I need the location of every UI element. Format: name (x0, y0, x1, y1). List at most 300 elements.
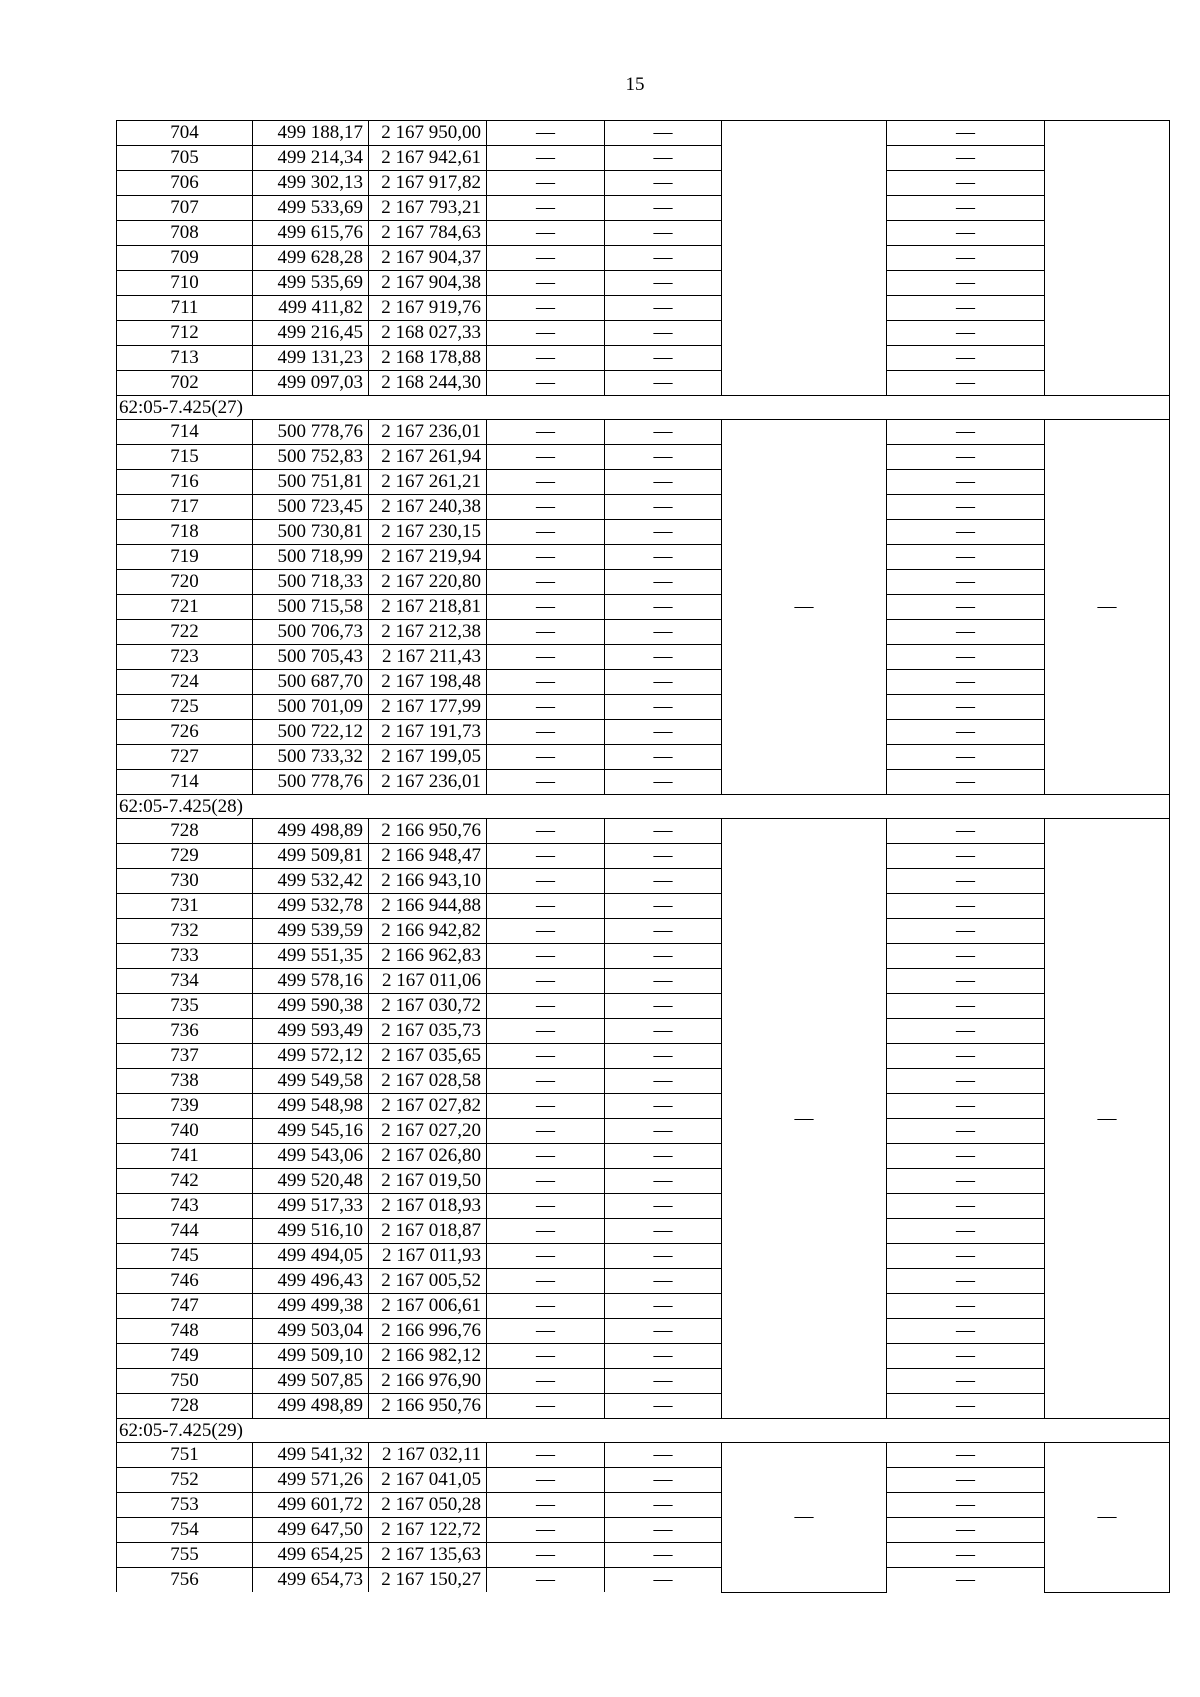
coordinate-x: 500 706,73 (253, 620, 369, 645)
dash-cell: — (887, 1568, 1045, 1593)
coordinate-x: 500 687,70 (253, 670, 369, 695)
table-row (117, 1443, 1170, 1468)
point-number: 714 (117, 420, 253, 445)
dash-cell: — (605, 470, 722, 495)
coordinate-y: 2 167 191,73 (369, 720, 487, 745)
point-number: 725 (117, 695, 253, 720)
dash-cell: — (605, 595, 722, 620)
coordinate-x: 499 571,26 (253, 1468, 369, 1493)
dash-cell: — (487, 221, 605, 246)
dash-cell: — (887, 520, 1045, 545)
table-row (117, 969, 1170, 994)
coordinate-y: 2 167 035,65 (369, 1044, 487, 1069)
dash-cell: — (887, 121, 1045, 146)
point-number: 728 (117, 819, 253, 844)
dash-cell: — (605, 196, 722, 221)
table-row (117, 819, 1170, 844)
point-number: 713 (117, 346, 253, 371)
dash-cell: — (887, 1543, 1045, 1568)
dash-cell: — (487, 371, 605, 396)
dash-cell: — (887, 1194, 1045, 1219)
point-number: 709 (117, 246, 253, 271)
dash-cell: — (605, 495, 722, 520)
coordinate-x: 499 503,04 (253, 1319, 369, 1344)
point-number: 729 (117, 844, 253, 869)
coordinate-x: 499 572,12 (253, 1044, 369, 1069)
dash-cell: — (487, 1493, 605, 1518)
table-row (117, 445, 1170, 470)
point-number: 733 (117, 944, 253, 969)
coordinate-y: 2 167 919,76 (369, 296, 487, 321)
dash-cell: — (487, 321, 605, 346)
table-row (117, 1044, 1170, 1069)
dash-cell: — (605, 645, 722, 670)
table-row (117, 894, 1170, 919)
dash-cell: — (487, 1244, 605, 1269)
table-row (117, 1094, 1170, 1119)
table-row (117, 1244, 1170, 1269)
dash-cell: — (487, 969, 605, 994)
point-number: 723 (117, 645, 253, 670)
table-row (117, 670, 1170, 695)
point-number: 719 (117, 545, 253, 570)
coordinate-y: 2 167 135,63 (369, 1543, 487, 1568)
point-number: 746 (117, 1269, 253, 1294)
coordinate-y: 2 167 198,48 (369, 670, 487, 695)
table-row (117, 844, 1170, 869)
dash-cell: — (605, 1069, 722, 1094)
coordinate-x: 499 545,16 (253, 1119, 369, 1144)
dash-cell: — (487, 1069, 605, 1094)
coordinate-y: 2 167 199,05 (369, 745, 487, 770)
coordinate-y: 2 167 026,80 (369, 1144, 487, 1169)
coordinate-x: 499 654,25 (253, 1543, 369, 1568)
coordinate-x: 499 647,50 (253, 1518, 369, 1543)
dash-cell: — (487, 1019, 605, 1044)
dash-cell: — (887, 1294, 1045, 1319)
table-row (117, 495, 1170, 520)
coordinate-x: 500 723,45 (253, 495, 369, 520)
dash-cell: — (487, 645, 605, 670)
point-number: 705 (117, 146, 253, 171)
coordinate-x: 500 730,81 (253, 520, 369, 545)
dash-cell: — (487, 520, 605, 545)
dash-cell: — (605, 695, 722, 720)
point-number: 752 (117, 1468, 253, 1493)
dash-cell: — (605, 894, 722, 919)
table-row (117, 246, 1170, 271)
point-number: 736 (117, 1019, 253, 1044)
coordinate-y: 2 167 150,27 (369, 1568, 487, 1593)
dash-cell: — (605, 1319, 722, 1344)
dash-cell: — (487, 246, 605, 271)
dash-cell: — (887, 1518, 1045, 1543)
dash-cell: — (605, 1369, 722, 1394)
table-row (117, 770, 1170, 795)
table-row (117, 1344, 1170, 1369)
merged-dash-cell: — (1045, 420, 1170, 795)
dash-cell: — (605, 994, 722, 1019)
table-row (117, 994, 1170, 1019)
point-number: 714 (117, 770, 253, 795)
dash-cell: — (487, 1094, 605, 1119)
point-number: 750 (117, 1369, 253, 1394)
dash-cell: — (605, 146, 722, 171)
table-row (117, 1394, 1170, 1419)
table-row (117, 221, 1170, 246)
dash-cell: — (487, 720, 605, 745)
coordinate-y: 2 167 219,94 (369, 545, 487, 570)
point-number: 707 (117, 196, 253, 221)
dash-cell: — (487, 495, 605, 520)
point-number: 717 (117, 495, 253, 520)
coordinate-x: 499 578,16 (253, 969, 369, 994)
coordinate-y: 2 167 041,05 (369, 1468, 487, 1493)
dash-cell: — (887, 545, 1045, 570)
dash-cell: — (605, 1568, 722, 1593)
coordinate-x: 499 593,49 (253, 1019, 369, 1044)
dash-cell: — (887, 1269, 1045, 1294)
dash-cell: — (887, 1044, 1045, 1069)
dash-cell: — (605, 445, 722, 470)
dash-cell: — (487, 869, 605, 894)
coordinates-table (116, 120, 1170, 1593)
dash-cell: — (487, 545, 605, 570)
coordinate-x: 500 751,81 (253, 470, 369, 495)
dash-cell: — (605, 944, 722, 969)
dash-cell: — (887, 570, 1045, 595)
point-number: 718 (117, 520, 253, 545)
table-row (117, 919, 1170, 944)
point-number: 754 (117, 1518, 253, 1543)
dash-cell: — (605, 1019, 722, 1044)
coordinate-y: 2 167 240,38 (369, 495, 487, 520)
coordinate-x: 499 541,32 (253, 1443, 369, 1468)
coordinate-x: 499 499,38 (253, 1294, 369, 1319)
coordinate-x: 499 498,89 (253, 819, 369, 844)
point-number: 751 (117, 1443, 253, 1468)
table-row (117, 1119, 1170, 1144)
dash-cell: — (605, 919, 722, 944)
coordinate-x: 499 509,10 (253, 1344, 369, 1369)
coordinate-y: 2 167 018,87 (369, 1219, 487, 1244)
point-number: 724 (117, 670, 253, 695)
table-row (117, 1493, 1170, 1518)
dash-cell: — (487, 919, 605, 944)
coordinate-x: 500 715,58 (253, 595, 369, 620)
dash-cell: — (887, 994, 1045, 1019)
point-number: 715 (117, 445, 253, 470)
coordinate-y: 2 167 018,93 (369, 1194, 487, 1219)
dash-cell: — (605, 1219, 722, 1244)
dash-cell: — (887, 271, 1045, 296)
coordinate-y: 2 167 218,81 (369, 595, 487, 620)
coordinate-x: 499 532,78 (253, 894, 369, 919)
dash-cell: — (887, 645, 1045, 670)
coordinate-y: 2 167 917,82 (369, 171, 487, 196)
coordinate-x: 500 718,99 (253, 545, 369, 570)
dash-cell: — (487, 745, 605, 770)
coordinate-y: 2 166 948,47 (369, 844, 487, 869)
dash-cell: — (887, 196, 1045, 221)
coordinate-y: 2 167 261,94 (369, 445, 487, 470)
point-number: 706 (117, 171, 253, 196)
point-number: 737 (117, 1044, 253, 1069)
dash-cell: — (605, 271, 722, 296)
dash-cell: — (605, 346, 722, 371)
dash-cell: — (487, 819, 605, 844)
coordinate-x: 499 097,03 (253, 371, 369, 396)
dash-cell: — (487, 595, 605, 620)
dash-cell: — (487, 470, 605, 495)
dash-cell: — (887, 420, 1045, 445)
dash-cell: — (487, 844, 605, 869)
section-label: 62:05-7.425(29) (117, 1419, 1170, 1443)
dash-cell: — (887, 670, 1045, 695)
point-number: 756 (117, 1568, 253, 1593)
dash-cell: — (605, 720, 722, 745)
coordinate-x: 499 496,43 (253, 1269, 369, 1294)
dash-cell: — (605, 1294, 722, 1319)
point-number: 742 (117, 1169, 253, 1194)
point-number: 755 (117, 1543, 253, 1568)
point-number: 739 (117, 1094, 253, 1119)
coordinate-x: 499 214,34 (253, 146, 369, 171)
dash-cell: — (605, 171, 722, 196)
point-number: 716 (117, 470, 253, 495)
coordinate-y: 2 167 784,63 (369, 221, 487, 246)
table-row (117, 1194, 1170, 1219)
dash-cell: — (487, 1169, 605, 1194)
dash-cell: — (487, 1518, 605, 1543)
dash-cell: — (887, 346, 1045, 371)
table-row (117, 296, 1170, 321)
dash-cell: — (887, 1169, 1045, 1194)
point-number: 749 (117, 1344, 253, 1369)
coordinate-y: 2 166 982,12 (369, 1344, 487, 1369)
coordinate-x: 499 548,98 (253, 1094, 369, 1119)
dash-cell: — (487, 1319, 605, 1344)
table-row (117, 1069, 1170, 1094)
coordinate-y: 2 167 027,20 (369, 1119, 487, 1144)
dash-cell: — (605, 969, 722, 994)
dash-cell: — (487, 1144, 605, 1169)
coordinate-x: 499 601,72 (253, 1493, 369, 1518)
coordinate-y: 2 167 230,15 (369, 520, 487, 545)
dash-cell: — (605, 1094, 722, 1119)
dash-cell: — (605, 1394, 722, 1419)
table-row (117, 1219, 1170, 1244)
coordinate-y: 2 167 050,28 (369, 1493, 487, 1518)
dash-cell: — (605, 121, 722, 146)
table-row (117, 321, 1170, 346)
coordinate-x: 499 216,45 (253, 321, 369, 346)
dash-cell: — (887, 495, 1045, 520)
coordinate-y: 2 167 211,43 (369, 645, 487, 670)
coordinate-x: 499 543,06 (253, 1144, 369, 1169)
coordinate-x: 499 628,28 (253, 246, 369, 271)
coordinate-x: 499 520,48 (253, 1169, 369, 1194)
table-row (117, 196, 1170, 221)
table-row (117, 520, 1170, 545)
dash-cell: — (887, 720, 1045, 745)
point-number: 744 (117, 1219, 253, 1244)
point-number: 735 (117, 994, 253, 1019)
coordinate-y: 2 168 244,30 (369, 371, 487, 396)
coordinate-y: 2 167 005,52 (369, 1269, 487, 1294)
dash-cell: — (605, 371, 722, 396)
dash-cell: — (887, 620, 1045, 645)
dash-cell: — (605, 1344, 722, 1369)
merged-dash-cell (1045, 121, 1170, 396)
table-row (117, 470, 1170, 495)
dash-cell: — (605, 770, 722, 795)
dash-cell: — (605, 1518, 722, 1543)
coordinate-y: 2 167 236,01 (369, 770, 487, 795)
dash-cell: — (887, 246, 1045, 271)
dash-cell: — (605, 1244, 722, 1269)
point-number: 734 (117, 969, 253, 994)
dash-cell: — (887, 371, 1045, 396)
coordinate-y: 2 167 019,50 (369, 1169, 487, 1194)
dash-cell: — (605, 246, 722, 271)
table-row (117, 1019, 1170, 1044)
point-number: 727 (117, 745, 253, 770)
table-row (117, 620, 1170, 645)
coordinate-y: 2 167 006,61 (369, 1294, 487, 1319)
point-number: 711 (117, 296, 253, 321)
coordinate-x: 499 532,42 (253, 869, 369, 894)
dash-cell: — (887, 770, 1045, 795)
table-row (117, 171, 1170, 196)
dash-cell: — (605, 844, 722, 869)
dash-cell: — (605, 1169, 722, 1194)
dash-cell: — (487, 346, 605, 371)
coordinate-x: 499 654,73 (253, 1568, 369, 1593)
dash-cell: — (487, 196, 605, 221)
coordinate-y: 2 166 996,76 (369, 1319, 487, 1344)
dash-cell: — (605, 745, 722, 770)
coordinate-x: 499 494,05 (253, 1244, 369, 1269)
dash-cell: — (605, 1543, 722, 1568)
dash-cell: — (887, 894, 1045, 919)
dash-cell: — (605, 1044, 722, 1069)
coordinate-y: 2 167 030,72 (369, 994, 487, 1019)
coordinate-y: 2 167 236,01 (369, 420, 487, 445)
coordinate-x: 499 411,82 (253, 296, 369, 321)
point-number: 708 (117, 221, 253, 246)
coordinate-y: 2 167 011,93 (369, 1244, 487, 1269)
dash-cell: — (605, 1443, 722, 1468)
dash-cell: — (887, 1119, 1045, 1144)
coordinate-y: 2 166 944,88 (369, 894, 487, 919)
dash-cell: — (887, 1219, 1045, 1244)
dash-cell: — (887, 1319, 1045, 1344)
point-number: 745 (117, 1244, 253, 1269)
point-number: 710 (117, 271, 253, 296)
coordinate-x: 499 535,69 (253, 271, 369, 296)
dash-cell: — (487, 944, 605, 969)
coordinate-y: 2 166 942,82 (369, 919, 487, 944)
dash-cell: — (605, 296, 722, 321)
dash-cell: — (487, 296, 605, 321)
dash-cell: — (887, 819, 1045, 844)
dash-cell: — (487, 146, 605, 171)
dash-cell: — (605, 545, 722, 570)
point-number: 726 (117, 720, 253, 745)
table-row (117, 146, 1170, 171)
dash-cell: — (887, 1144, 1045, 1169)
coordinate-y: 2 167 904,37 (369, 246, 487, 271)
point-number: 712 (117, 321, 253, 346)
dash-cell: — (605, 1468, 722, 1493)
coordinate-y: 2 167 793,21 (369, 196, 487, 221)
coordinate-x: 500 701,09 (253, 695, 369, 720)
table-row (117, 595, 1170, 620)
dash-cell: — (487, 271, 605, 296)
dash-cell: — (487, 1044, 605, 1069)
dash-cell: — (887, 1069, 1045, 1094)
dash-cell: — (887, 969, 1045, 994)
coordinate-y: 2 167 035,73 (369, 1019, 487, 1044)
dash-cell: — (887, 321, 1045, 346)
table-row (117, 121, 1170, 146)
coordinate-y: 2 167 261,21 (369, 470, 487, 495)
coordinate-y: 2 166 950,76 (369, 1394, 487, 1419)
dash-cell: — (887, 1344, 1045, 1369)
coordinate-y: 2 166 943,10 (369, 869, 487, 894)
point-number: 747 (117, 1294, 253, 1319)
dash-cell: — (887, 296, 1045, 321)
coordinate-x: 499 615,76 (253, 221, 369, 246)
table-row (117, 1518, 1170, 1543)
table-row (117, 1169, 1170, 1194)
coordinate-x: 500 733,32 (253, 745, 369, 770)
point-number: 740 (117, 1119, 253, 1144)
coordinate-y: 2 166 962,83 (369, 944, 487, 969)
merged-dash-cell: — (1045, 1443, 1170, 1593)
dash-cell: — (605, 420, 722, 445)
point-number: 720 (117, 570, 253, 595)
coordinate-x: 500 705,43 (253, 645, 369, 670)
section-label: 62:05-7.425(27) (117, 396, 1170, 420)
dash-cell: — (487, 1394, 605, 1419)
dash-cell: — (487, 670, 605, 695)
dash-cell: — (605, 570, 722, 595)
table-row (117, 944, 1170, 969)
dash-cell: — (487, 1543, 605, 1568)
table-row (117, 271, 1170, 296)
point-number: 721 (117, 595, 253, 620)
point-number: 732 (117, 919, 253, 944)
dash-cell: — (605, 321, 722, 346)
coordinate-x: 499 188,17 (253, 121, 369, 146)
dash-cell: — (605, 620, 722, 645)
point-number: 748 (117, 1319, 253, 1344)
dash-cell: — (887, 1493, 1045, 1518)
coordinate-x: 499 533,69 (253, 196, 369, 221)
coordinate-y: 2 167 950,00 (369, 121, 487, 146)
dash-cell: — (487, 1344, 605, 1369)
dash-cell: — (487, 1294, 605, 1319)
table-row (117, 371, 1170, 396)
point-number: 730 (117, 869, 253, 894)
coordinate-y: 2 168 178,88 (369, 346, 487, 371)
merged-dash-cell (722, 121, 887, 396)
dash-cell: — (887, 1369, 1045, 1394)
dash-cell: — (487, 1194, 605, 1219)
coordinate-x: 499 498,89 (253, 1394, 369, 1419)
